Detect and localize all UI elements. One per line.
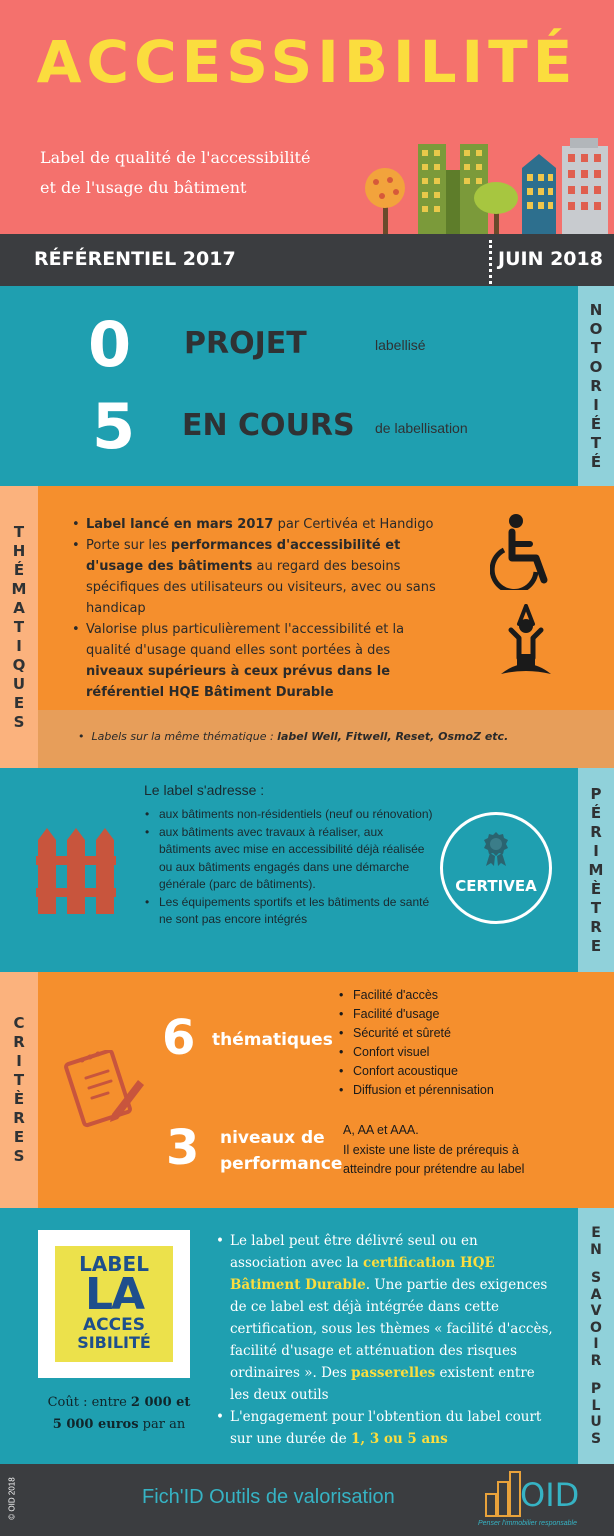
- page-title: ACCESSIBILITÉ: [36, 28, 578, 96]
- subtitle-line1: Label de qualité de l'accessibilité: [40, 148, 311, 167]
- perimetre-section: [0, 768, 614, 972]
- logo-line4: SIBILITÉ: [77, 1333, 151, 1352]
- encours-count: 5: [92, 390, 136, 463]
- ensavoir-bullets: [214, 1230, 558, 1450]
- header: [0, 0, 614, 234]
- perimetre-bullets: [143, 806, 433, 929]
- certivea-label: CERTIVEA: [455, 877, 537, 895]
- list-item: • Facilité d'usage: [337, 1005, 567, 1024]
- note-prefix: Labels sur la même thématique :: [91, 730, 278, 743]
- perimetre-side-label: P É R I M È T R E: [578, 768, 614, 972]
- logo-line3: ACCES: [83, 1315, 145, 1335]
- header-band: [0, 234, 614, 286]
- date-label: JUIN 2018: [498, 248, 603, 270]
- dotted-divider: [489, 240, 492, 284]
- notepad-pencil-icon: [64, 1050, 146, 1130]
- list-item: • Label lancé en mars 2017 par Certivéa et Handigo: [70, 514, 450, 535]
- notoriete-side-label: N O T O R I É T É: [578, 286, 614, 486]
- levels-text-line1: A, AA et AAA.: [343, 1123, 419, 1137]
- themes-count: 6: [162, 1010, 196, 1066]
- criteres-section: [0, 972, 614, 1208]
- levels-label-line2: performance: [220, 1154, 343, 1174]
- list-item: • Facilité d'accès: [337, 986, 567, 1005]
- list-item: • Confort visuel: [337, 1043, 567, 1062]
- certivea-badge: [440, 812, 552, 924]
- list-item: • Confort acoustique: [337, 1062, 567, 1081]
- city-buildings-icon: [360, 130, 614, 234]
- thematiques-section: [0, 486, 614, 768]
- list-item: • L'engagement pour l'obtention du label court sur une durée de 1, 3 ou 5 ans: [214, 1406, 558, 1450]
- cost-text: Coût : entre 2 000 et 5 000 euros par an: [47, 1395, 191, 1432]
- oid-logo-text: OID: [520, 1476, 580, 1514]
- certivea-badge-icon: [481, 831, 511, 867]
- label-la-logo: [38, 1230, 190, 1378]
- themes-label: thématiques: [212, 1030, 333, 1050]
- list-item: • aux bâtiments non-résidentiels (neuf ou rénovation): [143, 806, 433, 824]
- list-item: • Porte sur les performances d'accessibilité et d'usage des bâtiments au regard des besoins spécifiques des utilisateurs ou visiteurs, avec ou sans handicap: [70, 535, 450, 619]
- list-item: • Sécurité et sûreté: [337, 1024, 567, 1043]
- thematiques-note: [38, 710, 614, 768]
- subtitle-line2: et de l'usage du bâtiment: [40, 178, 247, 197]
- projet-detail: labellisé: [375, 337, 426, 353]
- list-item: • aux bâtiments avec travaux à réaliser, aux bâtiments avec mise en accessibilité déjà réalisée ou aux bâtiments engagés dans une démarche générale (parc de bâtiments).: [143, 824, 433, 894]
- footer-title: Fich'ID Outils de valorisation: [142, 1486, 395, 1508]
- projet-label: PROJET: [184, 326, 307, 361]
- thematiques-side-label: T H É M A T I Q U E S: [0, 486, 38, 768]
- logo-line2: LA: [84, 1269, 144, 1320]
- themes-list: [337, 986, 567, 1100]
- list-item: • Valorise plus particulièrement l'accessibilité et la qualité d'usage quand elles sont portées à des niveaux supérieurs à ceux prévus dans le référentiel HQE Bâtiment Durable: [70, 619, 450, 703]
- criteres-side-label: C R I T È R E S: [0, 972, 38, 1208]
- perimetre-intro: Le label s'adresse :: [144, 782, 265, 798]
- projet-count: 0: [88, 308, 132, 381]
- thematiques-bullets: [70, 514, 450, 703]
- referentiel-label: RÉFÉRENTIEL 2017: [34, 248, 236, 270]
- encours-detail: de labellisation: [375, 420, 468, 436]
- oid-tagline: Penser l'immobilier responsable: [478, 1520, 577, 1527]
- copyright: © OID 2018: [7, 1477, 17, 1520]
- list-item: • Le label peut être délivré seul ou en association avec la certification HQE Bâtiment Durable. Une partie des exigences de ce label est déjà intégrée dans cette certification, sous les thèmes « facilité d'accès, facilité d'usage et atténuation des risques ordinaires ». Des passerelles existent entre les deux outils: [214, 1230, 558, 1406]
- levels-text-line2: Il existe une liste de prérequis à atteindre pour prétendre au label: [343, 1143, 525, 1176]
- meditation-icon: [495, 604, 557, 682]
- levels-count: 3: [166, 1120, 200, 1176]
- footer: [0, 1464, 614, 1536]
- note-bullet: •: [78, 730, 92, 743]
- wheelchair-icon: [490, 514, 558, 590]
- encours-label: EN COURS: [182, 408, 355, 443]
- logo-line1: LABEL: [79, 1252, 149, 1276]
- list-item: • Diffusion et pérennisation: [337, 1081, 567, 1100]
- ensavoir-side-label: E N S A V O I R P L U S: [578, 1208, 614, 1464]
- fence-icon: [36, 826, 118, 916]
- levels-label-line1: niveaux de: [220, 1128, 325, 1148]
- note-labels: label Well, Fitwell, Reset, OsmoZ etc.: [277, 730, 509, 743]
- notoriete-section: [0, 286, 614, 486]
- ensavoir-section: [0, 1208, 614, 1464]
- list-item: • Les équipements sportifs et les bâtiments de santé ne sont pas encore intégrés: [143, 894, 433, 929]
